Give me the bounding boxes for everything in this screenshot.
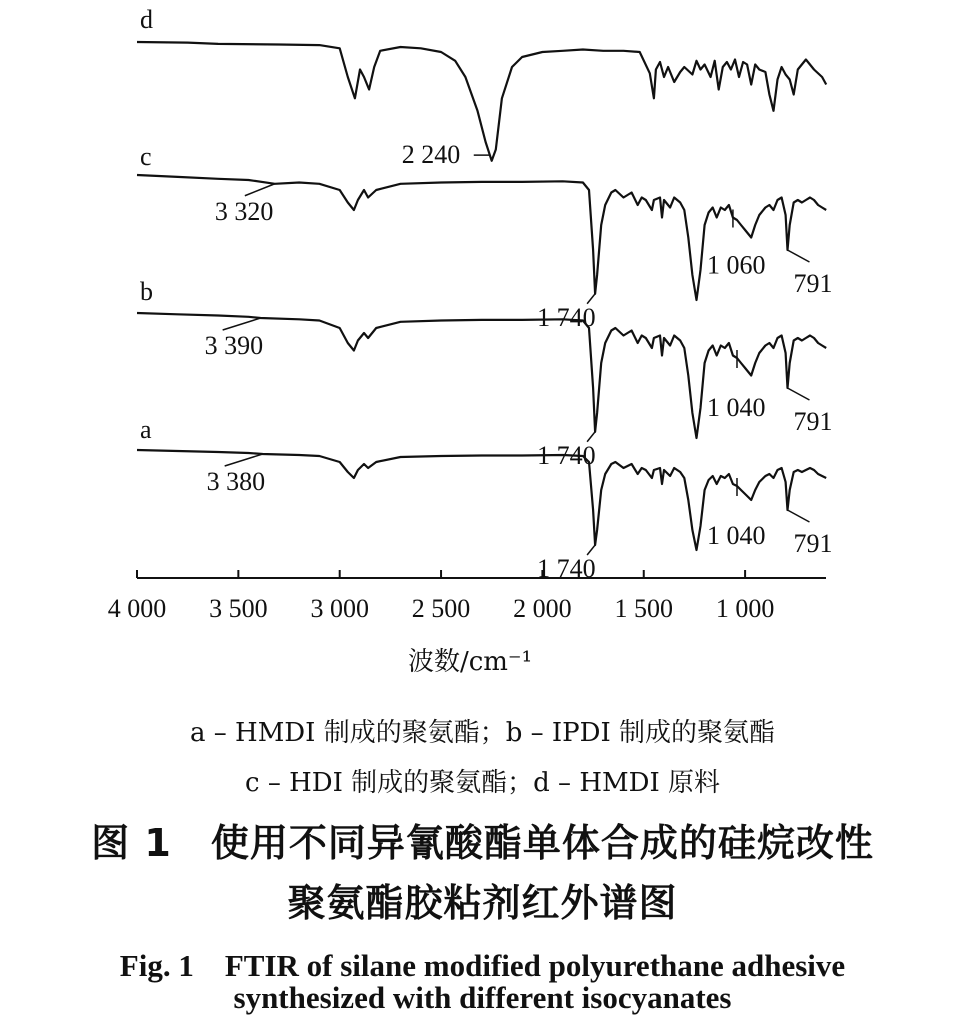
annotation-label-d-0: 2 240 — [401, 140, 461, 170]
annotation-leader-a-12 — [787, 510, 809, 522]
x-tick-label-4: 2 000 — [513, 594, 572, 623]
series-label-d: d — [140, 5, 153, 34]
annotation-label-a-9: 3 380 — [206, 467, 266, 496]
legend-line-1: a – HMDI 制成的聚氨酯；b – IPDI 制成的聚氨酯 — [189, 718, 776, 748]
annotation-label-a-11: 1 040 — [706, 521, 766, 550]
x-tick-label-0: 4 000 — [107, 594, 167, 623]
legend-line-2: c – HDI 制成的聚氨酯；d – HMDI 原料 — [245, 768, 720, 798]
annotation-leader-a-9 — [225, 454, 263, 466]
series-label-a: a — [140, 415, 152, 444]
x-tick-label-5: 1 500 — [614, 594, 673, 623]
annotation-label-a-12: 791 — [793, 529, 833, 558]
annotation-leader-b-8 — [787, 388, 809, 400]
spectrum-line-d — [137, 42, 826, 161]
annotation-label-b-6: 1 740 — [537, 440, 596, 470]
annotation-label-b-5: 3 390 — [204, 331, 264, 360]
figure-title-en-line-1: Fig. 1 FTIR of silane modified polyurethane adhesive — [119, 948, 846, 983]
annotation-label-c-2: 1 740 — [537, 302, 596, 332]
annotation-label-c-3: 1 060 — [706, 250, 766, 280]
annotation-label-c-1: 3 320 — [214, 196, 274, 226]
figure-title-en-line-2: synthesized with different isocyanates — [233, 980, 732, 1015]
annotation-label-c-4: 791 — [793, 269, 833, 298]
annotation-leader-c-1 — [245, 184, 275, 196]
figure-title-cn-line-2: 聚氨酯胶粘剂红外谱图 — [287, 881, 678, 925]
x-tick-label-2: 3 000 — [310, 594, 369, 623]
annotation-leader-c-4 — [787, 250, 809, 262]
annotation-label-a-10: 1 740 — [537, 554, 596, 583]
x-tick-label-6: 1 000 — [715, 594, 775, 623]
peak-annotations-layer — [205, 140, 833, 583]
figure-title-cn-line-1: 图 1 使用不同异氰酸酯单体合成的硅烷改性 — [91, 821, 874, 865]
series-label-c: c — [140, 142, 152, 171]
x-tick-label-1: 3 500 — [209, 594, 268, 623]
series-label-b: b — [140, 277, 153, 306]
spectrum-line-c — [137, 175, 826, 300]
x-tick-label-3: 2 500 — [411, 594, 471, 623]
x-axis-label: 波数/cm⁻¹ — [407, 647, 533, 677]
annotation-label-b-7: 1 040 — [706, 393, 766, 422]
annotation-label-b-8: 791 — [793, 407, 833, 436]
annotation-leader-b-5 — [223, 318, 261, 330]
